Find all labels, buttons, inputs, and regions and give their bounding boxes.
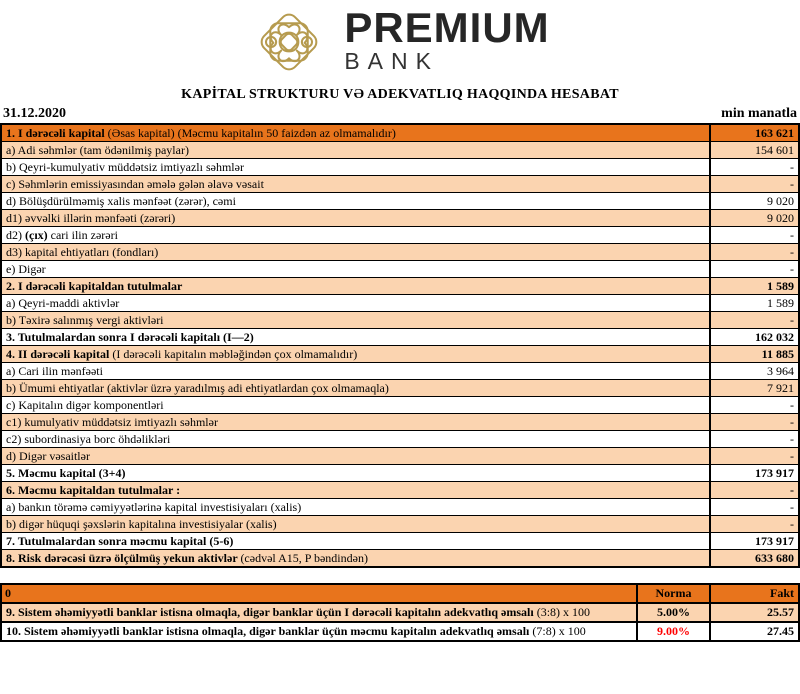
capital-row-value: 1 589 — [710, 295, 799, 312]
ratio-table-row — [1, 603, 799, 622]
label-segment: 7. Tutulmalardan sonra məcmu kapital (5-6) — [6, 534, 234, 548]
capital-row-value: 162 032 — [710, 329, 799, 346]
capital-row-value: 7 921 — [710, 380, 799, 397]
label-segment: d3) kapital ehtiyatları (fondları) — [6, 245, 159, 259]
capital-row-label — [1, 499, 710, 516]
capital-table-body — [1, 124, 799, 567]
label-segment: a) bankın törəmə cəmiyyətlərinə kapital investisiyaları (xalis) — [6, 500, 302, 514]
label-segment: b) digər hüquqi şəxslərin kapitalına investisiyalar (xalis) — [6, 517, 277, 531]
capital-row-value: 633 680 — [710, 550, 799, 568]
capital-row-label — [1, 414, 710, 431]
capital-row-label — [1, 329, 710, 346]
capital-row-value: - — [710, 516, 799, 533]
capital-table-row — [1, 533, 799, 550]
capital-table-row — [1, 295, 799, 312]
capital-table-row — [1, 210, 799, 227]
label-segment: b) Təxirə salınmış vergi aktivləri — [6, 313, 164, 327]
capital-row-label — [1, 244, 710, 261]
capital-row-value: - — [710, 414, 799, 431]
label-segment: 8. Risk dərəcəsi üzrə ölçülmüş yekun aktivlər — [6, 551, 241, 565]
capital-table-row — [1, 142, 799, 159]
label-segment: 10. Sistem əhəmiyyətli banklar istisna olmaqla, digər banklar üçün məcmu kapitalın adekvatlıq əmsalı — [6, 624, 533, 638]
capital-table-row — [1, 244, 799, 261]
label-segment: c2) subordinasiya borc öhdəlikləri — [6, 432, 171, 446]
ratio-corner-cell: 0 — [1, 584, 637, 603]
label-segment: c1) kumulyativ müddətsiz imtiyazlı səhmlər — [6, 415, 218, 429]
capital-row-label — [1, 448, 710, 465]
ratio-row-label — [1, 622, 637, 641]
capital-table-row — [1, 431, 799, 448]
label-segment: 6. Məcmu kapitaldan tutulmalar : — [6, 483, 181, 497]
label-segment: d) Bölüşdürülməmiş xalis mənfəət (zərər), cəmi — [6, 194, 236, 208]
premium-bank-knot-icon — [250, 3, 328, 81]
capital-row-label — [1, 176, 710, 193]
label-segment: 5. Məcmu kapital (3+4) — [6, 466, 126, 480]
label-segment: (7:8) x 100 — [532, 624, 586, 638]
label-segment: cari ilin zərəri — [47, 228, 118, 242]
ratio-table-row — [1, 622, 799, 641]
capital-row-label — [1, 363, 710, 380]
label-segment: b) Qeyri-kumulyativ müddətsiz imtiyazlı səhmlər — [6, 160, 244, 174]
capital-row-value: 163 621 — [710, 124, 799, 142]
brand-name: PREMIUM — [344, 3, 550, 51]
capital-row-label — [1, 550, 710, 568]
capital-table-row — [1, 482, 799, 499]
label-segment: a) Cari ilin mənfəəti — [6, 364, 103, 378]
label-segment: 3. Tutulmalardan sonra I dərəcəli kapitalı (I—2) — [6, 330, 254, 344]
capital-row-label — [1, 533, 710, 550]
capital-row-label — [1, 431, 710, 448]
capital-row-label — [1, 312, 710, 329]
capital-table-row — [1, 261, 799, 278]
capital-row-label — [1, 142, 710, 159]
label-segment: (cədvəl A15, P bəndindən) — [240, 551, 368, 565]
label-segment: 9. Sistem əhəmiyyətli banklar istisna olmaqla, digər banklar üçün I dərəcəli kapitalın adekvatlıq əmsalı — [6, 605, 537, 619]
capital-row-value: 173 917 — [710, 465, 799, 482]
label-segment: d2) — [6, 228, 25, 242]
capital-table-row — [1, 312, 799, 329]
ratio-norma-value: 9.00% — [637, 622, 710, 641]
label-segment: 1. I dərəcəli kapital — [6, 126, 108, 140]
capital-table-row — [1, 346, 799, 363]
label-segment: (3:8) x 100 — [536, 605, 591, 619]
capital-row-value: 1 589 — [710, 278, 799, 295]
capital-row-value: - — [710, 482, 799, 499]
capital-row-label — [1, 278, 710, 295]
capital-table-row — [1, 159, 799, 176]
capital-row-value: 3 964 — [710, 363, 799, 380]
capital-table-row — [1, 448, 799, 465]
ratio-fakt-value: 27.45 — [710, 622, 799, 641]
label-segment: (I dərəcəli kapitalın məbləğindən çox olmamalıdır) — [112, 347, 358, 361]
label-segment: a) Qeyri-maddi aktivlər — [6, 296, 120, 310]
capital-row-value: - — [710, 176, 799, 193]
capital-row-label — [1, 210, 710, 227]
label-segment: c) Səhmlərin emissiyasından əmələ gələn əlavə vəsait — [6, 177, 264, 191]
capital-row-label — [1, 193, 710, 210]
capital-structure-table — [0, 123, 800, 568]
capital-table-row — [1, 414, 799, 431]
capital-row-label — [1, 346, 710, 363]
brand-text — [344, 3, 550, 76]
capital-table-row — [1, 499, 799, 516]
capital-row-value: 173 917 — [710, 533, 799, 550]
label-segment: 2. I dərəcəli kapitaldan tutulmalar — [6, 279, 183, 293]
capital-row-value: - — [710, 431, 799, 448]
capital-row-label — [1, 516, 710, 533]
label-segment: a) Adi səhmlər (tam ödənilmiş paylar) — [6, 143, 189, 157]
capital-row-label — [1, 295, 710, 312]
label-segment: d1) əvvəlki illərin mənfəəti (zərəri) — [6, 211, 176, 225]
capital-table-row — [1, 278, 799, 295]
label-segment: (Əsas kapital) (Məcmu kapitalın 50 faizdən az olmamalıdır) — [107, 126, 396, 140]
adequacy-ratio-table — [0, 583, 800, 642]
label-segment: e) Digər — [6, 262, 46, 276]
capital-row-value: - — [710, 159, 799, 176]
capital-row-label — [1, 227, 710, 244]
ratio-header-row — [1, 584, 799, 603]
capital-row-value: - — [710, 227, 799, 244]
capital-row-value: - — [710, 448, 799, 465]
label-segment: c) Kapitalın digər komponentləri — [6, 398, 164, 412]
ratio-table-body — [1, 584, 799, 641]
capital-row-value: - — [710, 397, 799, 414]
capital-row-value: - — [710, 312, 799, 329]
capital-table-row — [1, 124, 799, 142]
ratio-row-label — [1, 603, 637, 622]
report-meta — [0, 106, 800, 122]
capital-row-value: - — [710, 244, 799, 261]
bank-logo-header — [0, 0, 800, 82]
capital-table-row — [1, 465, 799, 482]
label-segment: d) Digər vəsaitlər — [6, 449, 90, 463]
capital-table-row — [1, 550, 799, 568]
ratio-fakt-value: 25.57 — [710, 603, 799, 622]
capital-table-row — [1, 227, 799, 244]
label-segment: (çıx) — [25, 228, 48, 242]
ratio-fakt-header: Fakt — [710, 584, 799, 603]
capital-table-row — [1, 397, 799, 414]
capital-row-label — [1, 465, 710, 482]
capital-row-value: 9 020 — [710, 210, 799, 227]
label-segment: b) Ümumi ehtiyatlar (aktivlər üzrə yaradılmış adi ehtiyatlardan çox olmamaqla) — [6, 381, 389, 395]
capital-row-label — [1, 482, 710, 499]
capital-row-value: - — [710, 499, 799, 516]
capital-row-value: 9 020 — [710, 193, 799, 210]
report-title: KAPİTAL STRUKTURU VƏ ADEKVATLIQ HAQQINDA HESABAT — [181, 87, 619, 102]
capital-row-value: 154 601 — [710, 142, 799, 159]
brand-subname: BANK — [344, 48, 439, 75]
capital-row-label — [1, 124, 710, 142]
label-segment: 4. II dərəcəli kapital — [6, 347, 113, 361]
capital-row-label — [1, 159, 710, 176]
capital-row-value: - — [710, 261, 799, 278]
capital-row-label — [1, 261, 710, 278]
capital-table-row — [1, 380, 799, 397]
capital-table-row — [1, 176, 799, 193]
capital-row-value: 11 885 — [710, 346, 799, 363]
capital-row-label — [1, 380, 710, 397]
ratio-norma-header: Norma — [637, 584, 710, 603]
capital-table-row — [1, 329, 799, 346]
capital-table-row — [1, 363, 799, 380]
report-unit: min manatla — [721, 106, 797, 121]
capital-table-row — [1, 193, 799, 210]
report-date: 31.12.2020 — [3, 106, 66, 121]
capital-row-label — [1, 397, 710, 414]
ratio-norma-value: 5.00% — [637, 603, 710, 622]
capital-table-row — [1, 516, 799, 533]
